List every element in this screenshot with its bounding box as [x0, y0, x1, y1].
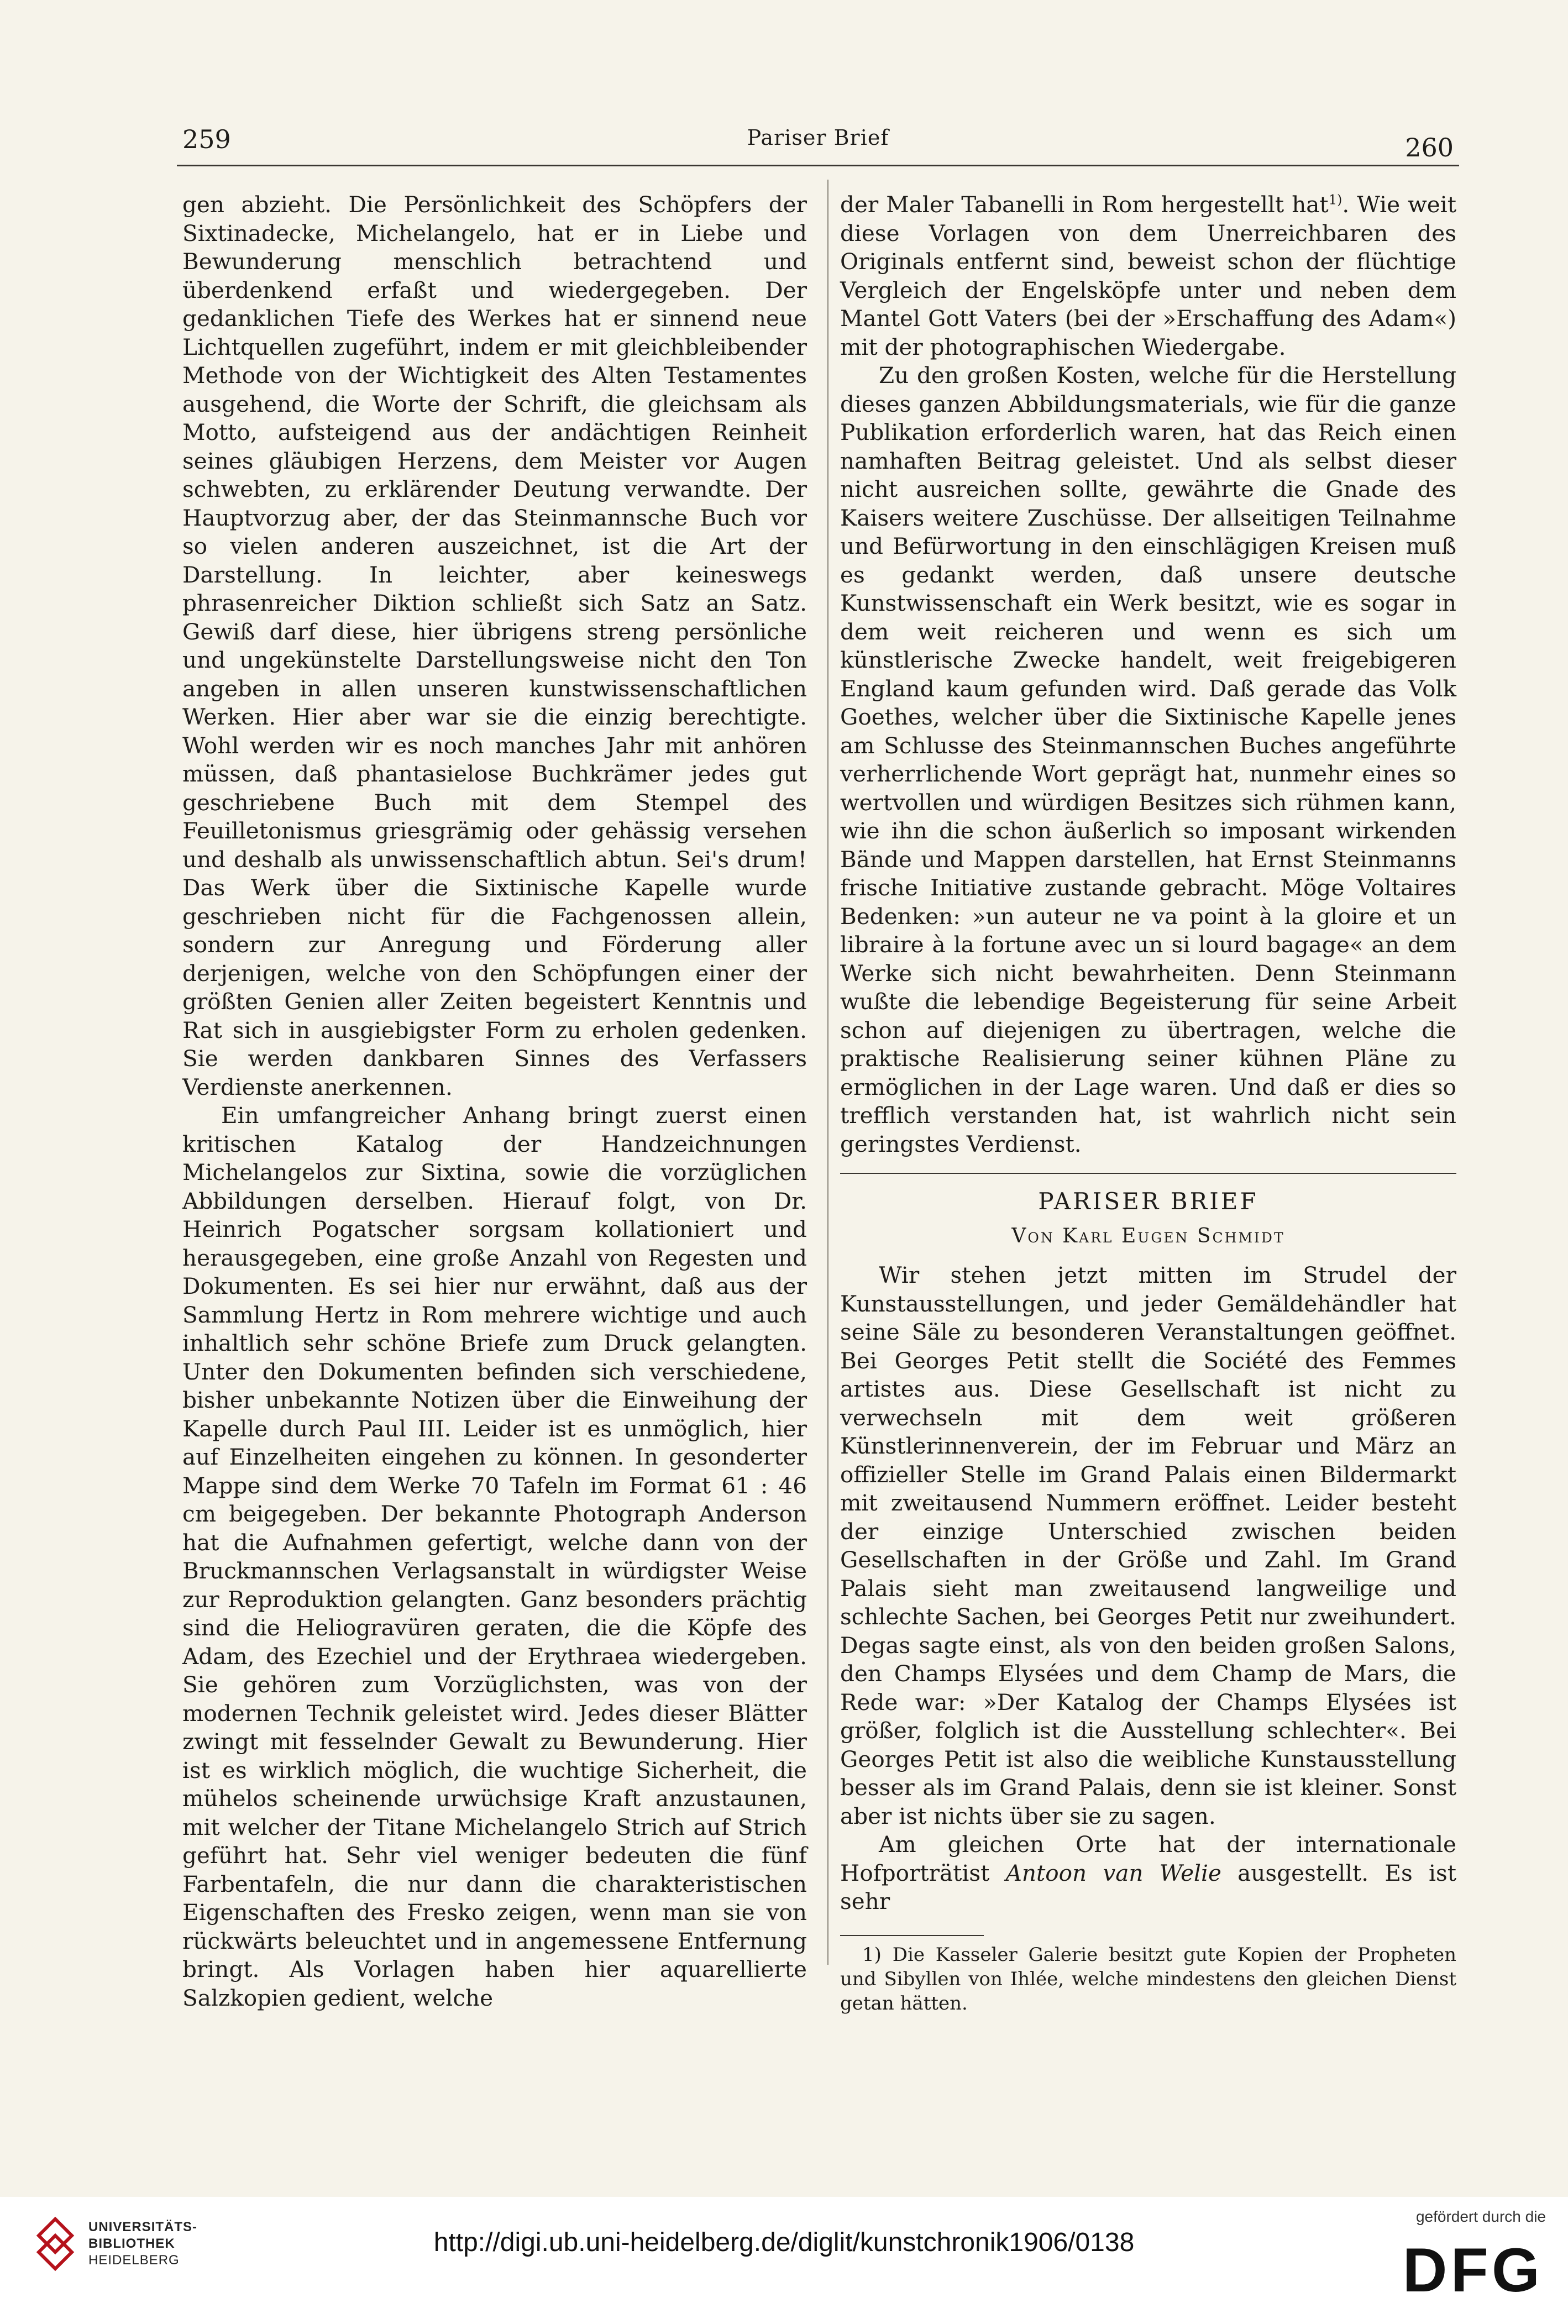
dfg-logo: DFG	[1402, 2236, 1543, 2305]
footnote-marker: 1)	[1328, 192, 1342, 208]
paragraph: gen abzieht. Die Persönlichkeit des Schöpfers der Sixtinadecke, Michelangelo, hat er in Liebe und Bewunderung menschlich betrachtend und überdenkend erfaßt und wiedergegeben. Der gedanklichen Tiefe des Werkes hat er sinnend neue Lichtquellen zugeführt, indem er mit gleichbleibender Methode von der Wichtigkeit des Alten Testamentes ausgehend, die Worte der Schrift, die gleichsam als Motto, aufsteigend aus der andächtigen Reinheit seines gläubigen Herzens, dem Meister vor Augen schwebten, zu erklärender Deutung verwandte. Der Hauptvorzug aber, der das Steinmannsche Buch vor so vielen anderen auszeichnet, ist die Art der Darstellung. In leichter, aber keineswegs phrasenreicher Diktion schließt sich Satz an Satz. Gewiß darf diese, hier übrigens streng persönliche und ungekünstelte Darstellungsweise nicht den Ton angeben in allen unseren kunstwissenschaftlichen Werken. Hier aber war sie die einzig berechtigte. Wohl werden wir es noch manches Jahr mit anhören müssen, daß phantasielose Buchkrämer jedes gut geschriebene Buch mit dem Stempel des Feuilletonismus griesgrämig oder gehässig versehen und deshalb als unwissenschaftlich abtun. Sei's drum! Das Werk über die Sixtinische Kapelle wurde geschrieben nicht für die Fachgenossen allein, sondern zur Anregung und Förderung aller derjenigen, welche von den Schöpfungen einer der größten Genien aller Zeiten begeistert Kenntnis und Rat sich in ausgiebigster Form zu erholen gedenken. Sie werden dankbaren Sinnes des Verfassers Verdienste anerkennen.	[182, 191, 807, 1100]
footnote	[840, 1943, 1456, 2016]
paragraph: Ein umfangreicher Anhang bringt zuerst einen kritischen Katalog der Handzeichnungen Michelangelos zur Sixtina, sowie die vorzüglichen Abbildungen derselben. Hierauf folgt, von Dr. Heinrich Pogatscher sorgsam kollationiert und herausgegeben, eine große Anzahl von Regesten und Dokumenten. Es sei hier nur erwähnt, daß aus der Sammlung Hertz in Rom mehrere wichtige und auch inhaltlich sehr schöne Briefe zum Druck gelangten. Unter den Dokumenten befinden sich verschiedene, bisher unbekannte Notizen über die Einweihung der Kapelle durch Paul III. Leider ist es unmöglich, hier auf Einzelheiten eingehen zu können. In gesonderter Mappe sind dem Werke 70 Tafeln im Format 61 : 46 cm beigegeben. Der bekannte Photograph Anderson hat die Aufnahmen gefertigt, welche dann von der Bruckmannschen Verlagsanstalt in würdigster Weise zur Reproduktion gelangten. Ganz besonders prächtig sind die Heliogravüren geraten, die die Köpfe des Adam, des Ezechiel und der Erythraea wiedergeben. Sie gehören zum Vorzüglichsten, was von der modernen Technik geleistet wird. Jedes dieser Blätter zwingt mit fesselnder Gewalt zu Bewunderung. Hier ist es wirklich möglich, die wuchtige Sicherheit, die mühelos scheinende urwüchsige Kraft anzustaunen, mit welcher der Titane Michelangelo Strich auf Strich geführt hat. Sehr viel weniger bedeuten die fünf Farbentafeln, die nur dann die charakteristischen Eigenschaften des Fresko zeigen, wenn man sie von rückwärts beleuchtet und in angemessene Entfernung bringt. Als Vorlagen haben hier aquarellierte Salzkopien gedient, welche	[182, 1102, 807, 2011]
paragraph: Zu den großen Kosten, welche für die Herstellung dieses ganzen Abbildungsmaterials, wie für die ganze Publikation erforderlich waren, hat das Reich einen namhaften Beitrag geleistet. Und als selbst dieser nicht ausreichen sollte, gewährte die Gnade des Kaisers weitere Zuschüsse. Der allseitigen Teilnahme und Befürwortung in den einschlägigen Kreisen muß es gedankt werden, daß unsere deutsche Kunstwissenschaft ein Werk besitzt, wie es sogar in dem weit reicheren und wenn es sich um künstlerische Zwecke handelt, weit freigebigeren England kaum gefunden wird. Daß gerade das Volk Goethes, welcher über die Sixtinische Kapelle jenes am Schlusse des Steinmannschen Buches angeführte verherrlichende Wort geprägt hat, nunmehr eines so wertvollen und würdigen Besitzes sich rühmen kann, wie ihn die schon äußerlich so imposant wirkenden Bände und Mappen darstellen, hat Ernst Steinmanns frische Initiative zustande gebracht. Möge Voltaires Bedenken: »un auteur ne va point à la gloire et un libraire à la fortune avec un si lourd bagage« an dem Werke sich nicht bewahrheiten. Denn Steinmann wußte die lebendige Begeisterung für seine Arbeit schon auf diejenigen zu übertragen, welche die praktische Realisierung seiner kühnen Pläne zu ermöglichen in der Lage waren. Und daß er dies so trefflich verstanden hat, ist wahrlich nicht sein geringstes Verdienst.	[840, 362, 1456, 1157]
library-name-line: UNIVERSITÄTS-	[88, 2220, 198, 2234]
funded-by-text: gefördert durch die	[1415, 2208, 1546, 2225]
paragraph-text: Am gleichen Orte hat der internationale Hofporträtist	[840, 1831, 1456, 1886]
left-column	[182, 191, 807, 2012]
page-number-right: 260	[1405, 133, 1454, 162]
section-rule	[840, 1173, 1456, 1174]
right-column	[840, 191, 1456, 2016]
artist-name: Antoon van Welie	[1005, 1859, 1221, 1886]
header-rule	[177, 165, 1459, 166]
paragraph-text: ausgestellt. Es ist sehr	[840, 1859, 1457, 1914]
library-footer	[0, 2197, 1568, 2324]
footnote-rule	[840, 1935, 984, 1936]
footnote-text: 1) Die Kasseler Galerie besitzt gute Kopien der Propheten und Sibyllen von Ihlée, welche mindestens den gleichen Dienst getan hätten.	[840, 1943, 1456, 2015]
page-number-left: 259	[182, 124, 231, 154]
running-title: Pariser Brief	[747, 125, 889, 150]
paragraph: Wir stehen jetzt mitten im Strudel der Kunstausstellungen, und jeder Gemäldehändler hat seine Säle zu besonderen Veranstaltungen geöffnet. Bei Georges Petit stellt die Société des Femmes artistes aus. Diese Gesellschaft ist nicht zu verwechseln mit dem weit größeren Künstlerinnenverein, der im Februar und März an offizieller Stelle im Grand Palais einen Bildermarkt mit zweitausend Nummern eröffnet. Leider besteht der einzige Unterschied zwischen beiden Gesellschaften in der Größe und Zahl. Im Grand Palais sieht man zweitausend langweilige und schlechte Sachen, bei Georges Petit nur zweihundert. Degas sagte einst, als von den beiden großen Salons, den Champs Elysées und dem Champ de Mars, die Rede war: »Der Katalog der Champs Elysées ist größer, folglich ist die Ausstellung schlechter«. Bei Georges Petit ist also die weibliche Kunstausstellung besser als im Grand Palais, denn sie ist kleiner. Sonst aber ist nichts über sie zu sagen.	[840, 1262, 1456, 1829]
library-name-line: BIBLIOTHEK	[88, 2236, 175, 2251]
paragraph-text: . Wie weit diese Vorlagen von dem Unerreichbaren des Originals entfernt sind, beweist schon der flüchtige Vergleich der Engelsköpfe unter und neben dem Mantel Gott Vaters (bei der »Erschaffung des Adam«) mit der photographischen Wiedergabe.	[840, 191, 1456, 360]
author-byline: Von Karl Eugen Schmidt	[1011, 1225, 1285, 1247]
paragraph-text: der Maler Tabanelli in Rom hergestellt hat	[840, 191, 1329, 218]
source-url-link[interactable]: http://digi.ub.uni-heidelberg.de/diglit/kunstchronik1906/0138	[433, 2228, 1135, 2257]
page-header	[182, 119, 1454, 163]
section-title: PARISER BRIEF	[1038, 1188, 1258, 1215]
library-name-line: HEIDELBERG	[88, 2253, 180, 2268]
column-divider	[827, 180, 828, 1965]
paragraph	[840, 191, 1456, 361]
paragraph	[840, 1830, 1456, 1916]
